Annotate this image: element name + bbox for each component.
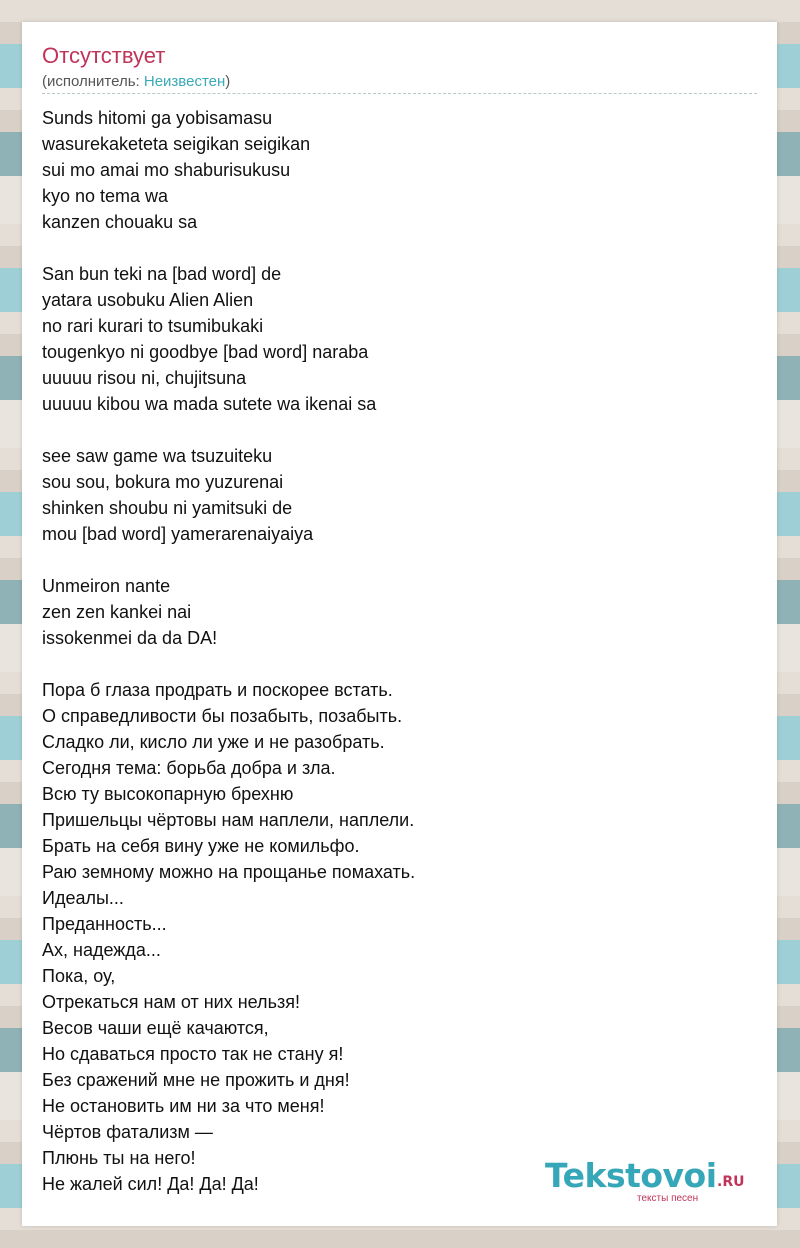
lyric-line: Пока, оу,	[42, 966, 116, 986]
performer-suffix: )	[225, 73, 231, 90]
lyric-line: Сегодня тема: борьба добра и зла.	[42, 758, 336, 778]
lyric-line: Пора б глаза продрать и поскорее встать.	[42, 680, 393, 700]
lyric-line: Сладко ли, кисло ли уже и не разобрать.	[42, 732, 385, 752]
lyric-line: sou sou, bokura mo yuzurenai	[42, 472, 284, 492]
lyric-line: kyo no tema wa	[42, 186, 169, 206]
lyric-line: San bun teki na [bad word] de	[42, 264, 282, 284]
lyric-line: Но сдаваться просто так не стану я!	[42, 1044, 344, 1064]
performer-prefix: (исполнитель:	[42, 73, 144, 90]
lyric-line: issokenmei da da DA!	[42, 628, 218, 648]
logo-tagline: тексты песен	[637, 1193, 699, 1204]
lyric-line: Весов чаши ещё качаются,	[42, 1018, 269, 1038]
lyric-line: sui mo amai mo shaburisukusu	[42, 160, 291, 180]
lyric-line: Пришельцы чёртовы нам наплели, наплели.	[42, 810, 415, 830]
lyric-line: Всю ту высокопарную брехню	[42, 784, 294, 804]
lyric-line: zen zen kankei nai	[42, 602, 192, 622]
logo-wordmark: Tekstovoi	[545, 1156, 717, 1195]
lyric-line: yatara usobuku Alien Alien	[42, 290, 254, 310]
lyrics-text	[42, 105, 757, 1197]
lyric-line: kanzen chouaku sa	[42, 212, 198, 232]
lyric-line: wasurekaketeta seigikan seigikan	[42, 134, 311, 154]
lyric-line	[42, 651, 757, 677]
lyric-line: tougenkyo ni goodbye [bad word] naraba	[42, 342, 369, 362]
lyric-line: Идеалы...	[42, 888, 124, 908]
lyric-line: Не остановить им ни за что меня!	[42, 1096, 325, 1116]
logo-domain: .RU	[717, 1174, 745, 1190]
lyric-line: mou [bad word] yamerarenaiyaiya	[42, 524, 314, 544]
performer-link[interactable]: Неизвестен	[143, 73, 226, 90]
lyric-line: no rari kurari to tsumibukaki	[42, 316, 264, 336]
lyric-line	[42, 235, 757, 261]
lyric-line: see saw game wa tsuzuiteku	[42, 446, 273, 466]
song-title: Отсутствует	[42, 43, 166, 68]
lyric-line: Sunds hitomi ga yobisamasu	[42, 108, 273, 128]
performer-line	[42, 72, 230, 92]
lyric-line: shinken shoubu ni yamitsuki de	[42, 498, 293, 518]
lyric-line: Чёртов фатализм —	[42, 1122, 213, 1142]
lyric-line: Преданность...	[42, 914, 167, 934]
lyric-line: Unmeiron nante	[42, 576, 171, 596]
lyrics-card	[22, 22, 777, 1226]
lyric-line: Отрекаться нам от них нельзя!	[42, 992, 300, 1012]
lyric-line: Брать на себя вину уже не комильфо.	[42, 836, 360, 856]
lyric-line: Ах, надежда...	[42, 940, 161, 960]
lyric-line	[42, 547, 757, 573]
title-divider	[42, 93, 757, 94]
lyric-line: Плюнь ты на него!	[42, 1148, 196, 1168]
lyric-line: uuuuu risou ni, chujitsuna	[42, 368, 247, 388]
lyric-line: Без сражений мне не прожить и дня!	[42, 1070, 350, 1090]
lyric-line: Раю земному можно на прощанье помахать.	[42, 862, 416, 882]
lyric-line: uuuuu kibou wa mada sutete wa ikenai sa	[42, 394, 377, 414]
site-logo[interactable]	[545, 1156, 755, 1204]
lyric-line	[42, 417, 757, 443]
lyric-line: Не жалей сил! Да! Да! Да!	[42, 1174, 259, 1194]
lyric-line: О справедливости бы позабыть, позабыть.	[42, 706, 403, 726]
